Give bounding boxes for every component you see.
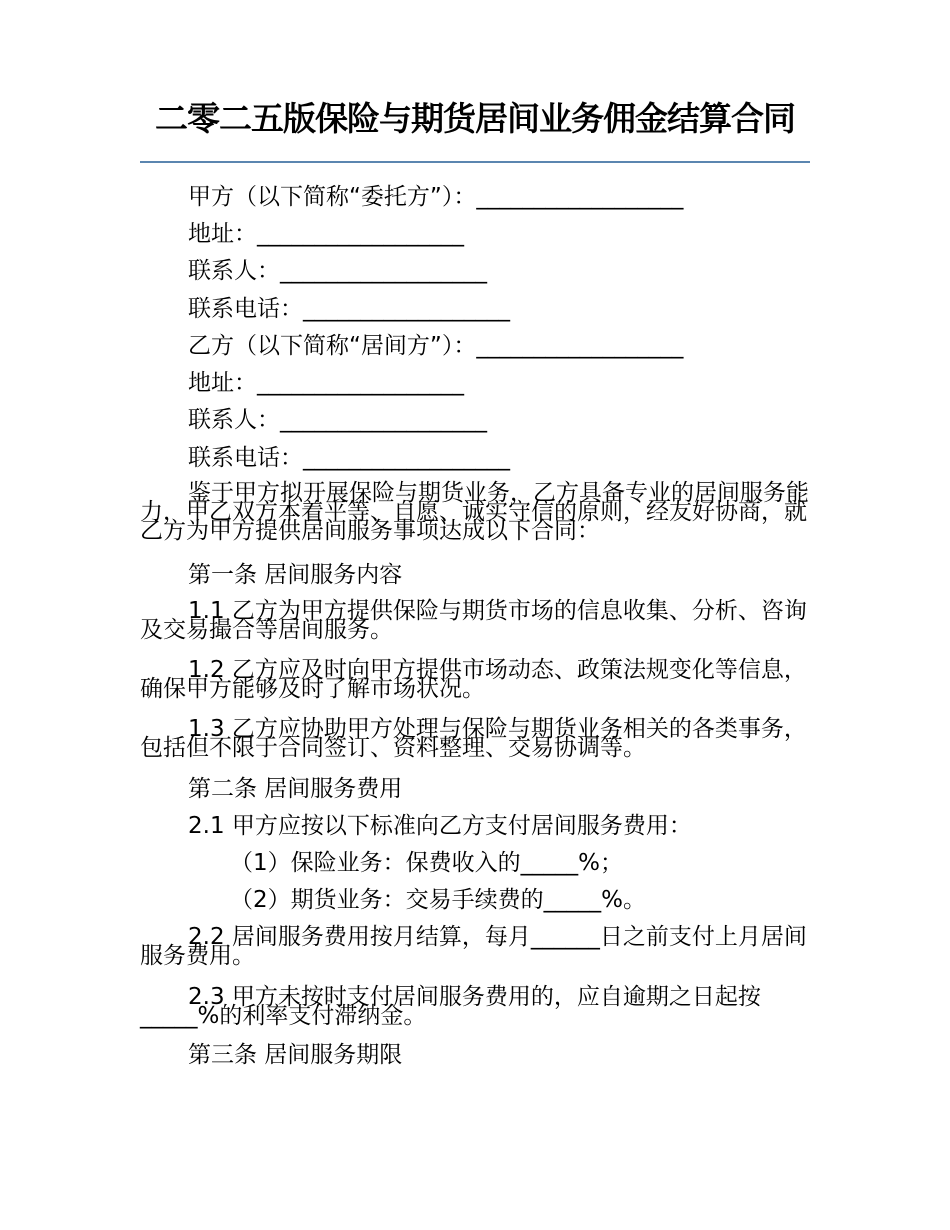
party-a-phone: 联系电话：__________________ [188,296,510,322]
document-title: 二零二五版保险与期货居间业务佣金结算合同 [155,99,795,138]
clause-2-1-insurance: （1）保险业务：保费收入的_____%； [230,850,623,876]
clause-1-2: 1.2 乙方应及时向甲方提供市场动态、政策法规变化等信息，确保甲方能够及时了解市场状况。 [140,657,807,702]
clause-2-3: 2.3 甲方未按时支付居间服务费用的，应自逾期之日起按_____%的利率支付滞纳金。 [140,984,761,1029]
clause-2-1: 2.1 甲方应按以下标准向乙方支付居间服务费用： [188,813,692,839]
article-3-heading: 第三条 居间服务期限 [188,1042,403,1068]
clause-1-1: 1.1 乙方为甲方提供保险与期货市场的信息收集、分析、咨询及交易撮合等居间服务。 [140,598,807,643]
preamble-paragraph: 鉴于甲方拟开展保险与期货业务，乙方具备专业的居间服务能力，甲乙双方本着平等、自愿、诚实守信的原则，经友好协商，就乙方为甲方提供居间服务事项达成以下合同： [140,480,809,544]
article-2-heading: 第二条 居间服务费用 [188,776,403,802]
article-1-heading: 第一条 居间服务内容 [188,562,403,588]
clause-2-2: 2.2 居间服务费用按月结算，每月______日之前支付上月居间服务费用。 [140,924,807,969]
party-b-line: 乙方（以下简称“居间方”）：__________________ [188,333,684,359]
party-b-phone: 联系电话：__________________ [188,445,510,471]
party-b-contact: 联系人：__________________ [188,407,487,433]
party-b-address: 地址：__________________ [188,370,464,396]
party-a-address: 地址：__________________ [188,221,464,247]
party-a-contact: 联系人：__________________ [188,258,487,284]
party-a-line: 甲方（以下简称“委托方”）：__________________ [188,184,684,210]
title-underline [140,161,810,163]
clause-2-1-futures: （2）期货业务：交易手续费的_____%。 [230,887,646,913]
clause-1-3: 1.3 乙方应协助甲方处理与保险与期货业务相关的各类事务，包括但不限于合同签订、资料整理、交易协调等。 [140,716,807,761]
